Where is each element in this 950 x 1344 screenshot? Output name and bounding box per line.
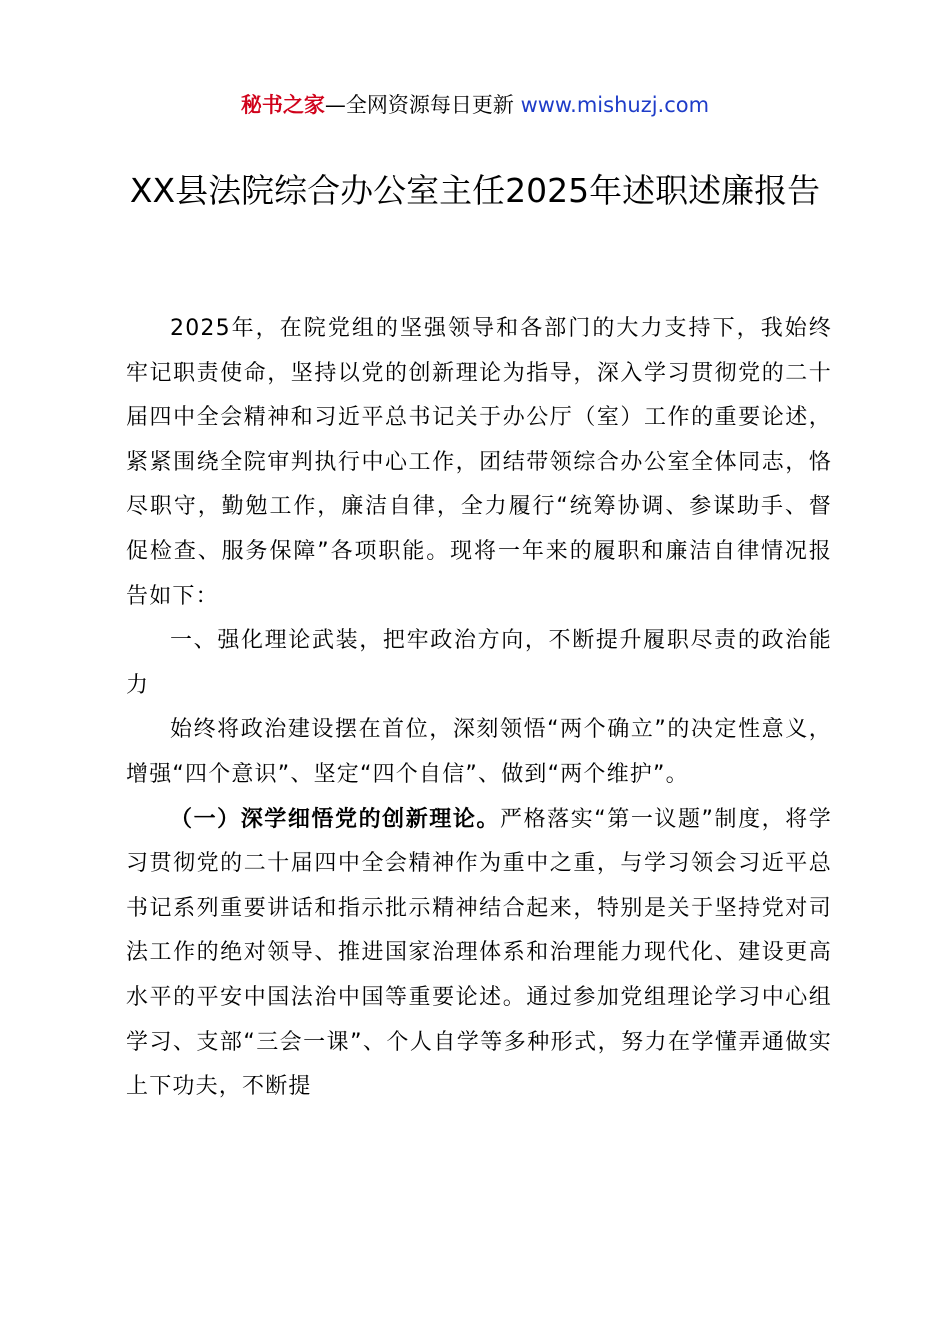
- paragraph-political: 始终将政治建设摆在首位，深刻领悟“两个确立”的决定性意义，增强“四个意识”、坚定“四个自信”、做到“两个维护”。: [126, 717, 832, 787]
- document-body: [126, 307, 832, 1110]
- header-slogan: —全网资源每日更新: [324, 93, 521, 117]
- brand-name: 秘书之家: [240, 93, 325, 117]
- subheading-1: （一）深学细悟党的创新理论。: [170, 806, 500, 832]
- site-url-link[interactable]: www.mishuzj.com: [520, 93, 710, 117]
- document-title: XX县法院综合办公室主任2025年述职述廉报告: [129, 171, 821, 210]
- site-header: [0, 88, 950, 122]
- paragraph-theory: [126, 798, 832, 1110]
- section-heading-1: 一、强化理论武装，把牢政治方向，不断提升履职尽责的政治能力: [126, 628, 832, 698]
- paragraph-theory-text: 严格落实“第一议题”制度，将学习贯彻党的二十届四中全会精神作为重中之重，与学习领会习近平总书记系列重要讲话和指示批示精神结合起来，特别是关于坚持党对司法工作的绝对领导、推进国家治理体系和治理能力现代化、建设更高水平的平安中国法治中国等重要论述。通过参加党组理论学习中心组学习、支部“三会一课”、个人自学等多种形式，努力在学懂弄通做实上下功夫，不断提: [126, 806, 832, 1100]
- paragraph-intro: 2025年，在院党组的坚强领导和各部门的大力支持下，我始终牢记职责使命，坚持以党的创新理论为指导，深入学习贯彻党的二十届四中全会精神和习近平总书记关于办公厅（室）工作的重要论述，紧紧围绕全院审判执行中心工作，团结带领综合办公室全体同志，恪尽职守，勤勉工作，廉洁自律，全力履行“统筹协调、参谋助手、督促检查、服务保障”各项职能。现将一年来的履职和廉洁自律情况报告如下：: [126, 316, 832, 609]
